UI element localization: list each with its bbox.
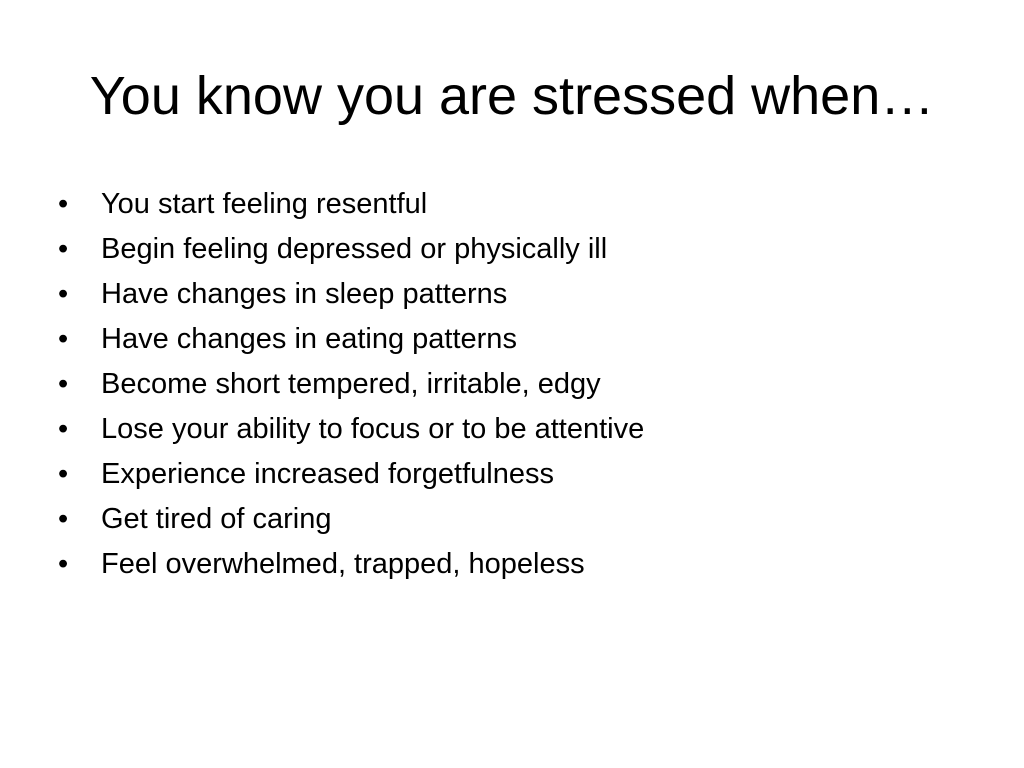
bullet-item [58, 497, 998, 542]
slide-title: You know you are stressed when… [89, 66, 935, 126]
bullet-item [58, 272, 998, 317]
bullet-text: Get tired of caring [101, 503, 332, 535]
bullet-icon: • [58, 413, 69, 445]
bullet-text: Lose your ability to focus or to be attentive [101, 413, 645, 445]
bullet-item [58, 407, 998, 452]
bullet-text: Begin feeling depressed or physically ill [101, 233, 608, 265]
bullet-list [58, 182, 998, 587]
bullet-icon: • [58, 368, 69, 400]
bullet-icon: • [58, 323, 69, 355]
bullet-text: Have changes in eating patterns [101, 323, 517, 355]
bullet-icon: • [58, 188, 69, 220]
bullet-icon: • [58, 278, 69, 310]
bullet-text: Feel overwhelmed, trapped, hopeless [101, 548, 585, 580]
bullet-text: You start feeling resentful [101, 188, 428, 220]
bullet-item [58, 362, 998, 407]
bullet-text: Have changes in sleep patterns [101, 278, 508, 310]
bullet-item [58, 317, 998, 362]
bullet-text: Become short tempered, irritable, edgy [101, 368, 601, 400]
bullet-icon: • [58, 233, 69, 265]
bullet-item [58, 542, 998, 587]
bullet-icon: • [58, 548, 69, 580]
bullet-item [58, 182, 998, 227]
bullet-icon: • [58, 503, 69, 535]
bullet-item [58, 452, 998, 497]
bullet-icon: • [58, 458, 69, 490]
bullet-item [58, 227, 998, 272]
bullet-text: Experience increased forgetfulness [101, 458, 554, 490]
